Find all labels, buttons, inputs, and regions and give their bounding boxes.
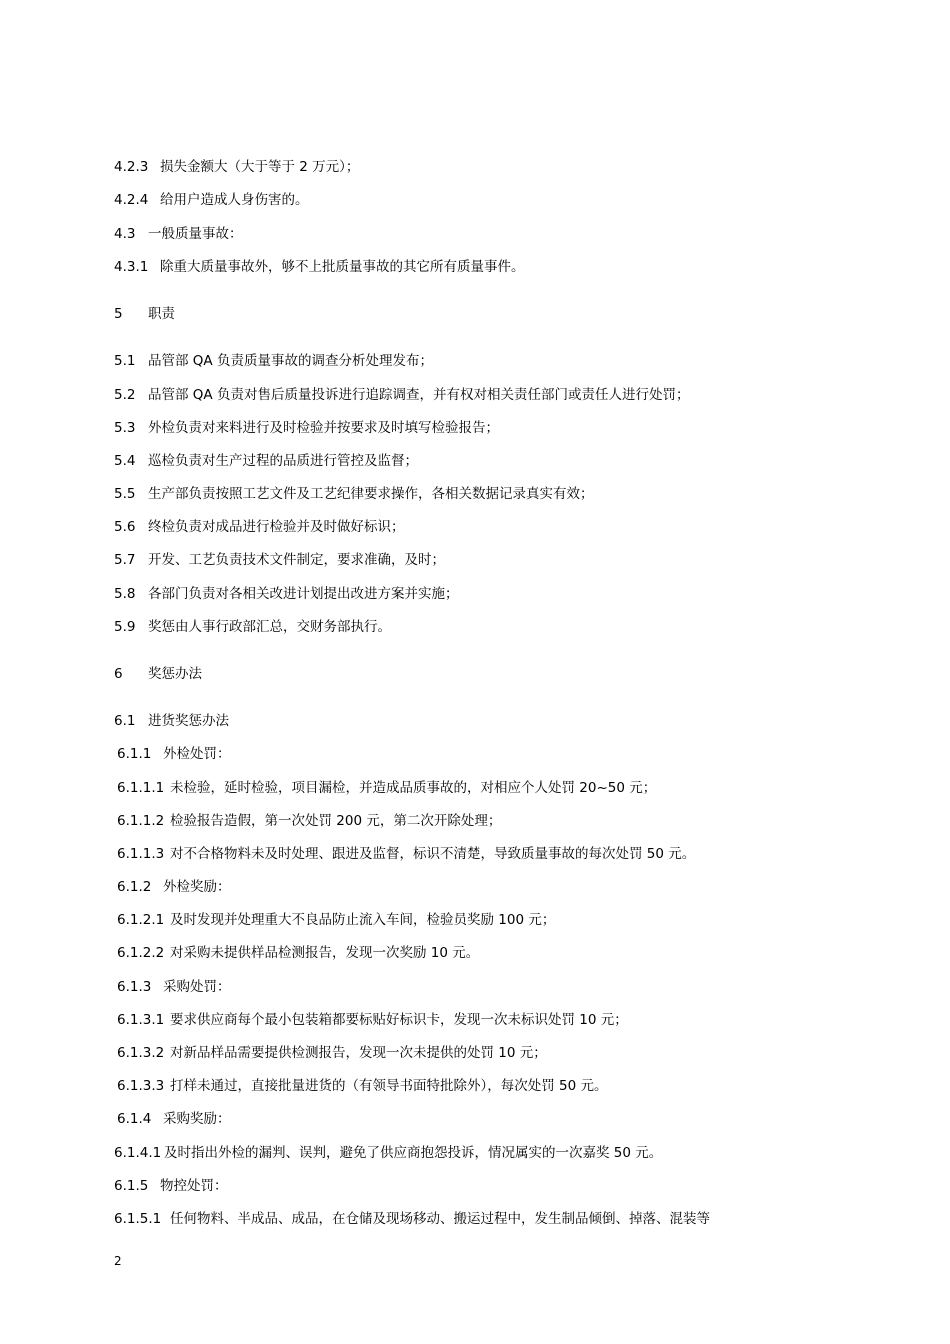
clause-text: 打样未通过，直接批量进货的（有领导书面特批除外），每次处罚 50 元。 bbox=[170, 1078, 608, 1094]
clause-number: 5.7 bbox=[114, 552, 136, 568]
clause-text: 品管部 QA 负责对售后质量投诉进行追踪调查，并有权对相关责任部门或责任人进行处罚； bbox=[148, 387, 690, 403]
clause-text: 及时发现并处理重大不良品防止流入车间，检验员奖励 100 元； bbox=[170, 912, 556, 928]
clause-number: 5.9 bbox=[114, 619, 136, 635]
clause-text: 对采购未提供样品检测报告，发现一次奖励 10 元。 bbox=[170, 945, 480, 961]
text-line bbox=[117, 944, 479, 962]
text-line bbox=[117, 978, 231, 996]
clause-number: 6.1.3.2 bbox=[117, 1045, 165, 1061]
text-line bbox=[117, 1044, 547, 1062]
clause-number: 4.2.4 bbox=[114, 192, 149, 208]
text-line bbox=[114, 158, 359, 176]
clause-number: 5.6 bbox=[114, 519, 136, 535]
section-heading bbox=[114, 305, 175, 323]
page-number: 2 bbox=[114, 1254, 122, 1268]
clause-text: 开发、工艺负责技术文件制定，要求准确，及时； bbox=[148, 552, 445, 568]
section-title: 奖惩办法 bbox=[148, 666, 202, 682]
clause-number: 4.3 bbox=[114, 226, 136, 242]
clause-number: 5.4 bbox=[114, 453, 136, 469]
clause-text: 一般质量事故： bbox=[148, 226, 243, 242]
text-line bbox=[114, 452, 418, 470]
text-line bbox=[114, 386, 689, 404]
clause-number: 5.8 bbox=[114, 586, 136, 602]
section-number: 5 bbox=[114, 306, 123, 322]
clause-text: 外检负责对来料进行及时检验并按要求及时填写检验报告； bbox=[148, 420, 499, 436]
text-line bbox=[117, 911, 555, 929]
section-heading bbox=[114, 665, 202, 683]
clause-number: 6.1.3.1 bbox=[117, 1012, 165, 1028]
clause-number: 4.2.3 bbox=[114, 159, 149, 175]
text-line bbox=[114, 1210, 710, 1228]
clause-text: 对不合格物料未及时处理、跟进及监督，标识不清楚，导致质量事故的每次处罚 50 元。 bbox=[170, 846, 696, 862]
text-line bbox=[114, 225, 243, 243]
clause-text: 未检验，延时检验，项目漏检，并造成品质事故的，对相应个人处罚 20~50 元； bbox=[170, 780, 657, 796]
clause-text: 品管部 QA 负责质量事故的调查分析处理发布； bbox=[148, 353, 433, 369]
clause-text: 检验报告造假，第一次处罚 200 元，第二次开除处理； bbox=[170, 813, 502, 829]
clause-number: 5.1 bbox=[114, 353, 136, 369]
clause-number: 6.1.3 bbox=[117, 979, 152, 995]
text-line bbox=[114, 712, 229, 730]
clause-number: 5.2 bbox=[114, 387, 136, 403]
text-line bbox=[114, 585, 459, 603]
text-line bbox=[114, 191, 309, 209]
text-line bbox=[114, 485, 594, 503]
text-line bbox=[117, 779, 656, 797]
text-line bbox=[117, 878, 231, 896]
text-line bbox=[114, 1177, 228, 1195]
clause-text: 对新品样品需要提供检测报告，发现一次未提供的处罚 10 元； bbox=[170, 1045, 547, 1061]
clause-text: 终检负责对成品进行检验并及时做好标识； bbox=[148, 519, 405, 535]
clause-number: 6.1.5.1 bbox=[114, 1211, 162, 1227]
clause-number: 6.1.1.1 bbox=[117, 780, 165, 796]
text-line bbox=[117, 812, 501, 830]
clause-text: 给用户造成人身伤害的。 bbox=[160, 192, 309, 208]
text-line bbox=[114, 419, 499, 437]
clause-number: 5.5 bbox=[114, 486, 136, 502]
text-line bbox=[117, 1011, 628, 1029]
clause-text: 采购处罚： bbox=[163, 979, 231, 995]
clause-text: 及时指出外检的漏判、误判，避免了供应商抱怨投诉，情况属实的一次嘉奖 50 元。 bbox=[164, 1145, 663, 1161]
text-line bbox=[117, 745, 231, 763]
clause-number: 6.1.1 bbox=[117, 746, 152, 762]
text-line bbox=[114, 1144, 662, 1162]
clause-text: 外检处罚： bbox=[163, 746, 231, 762]
clause-number: 6.1.5 bbox=[114, 1178, 149, 1194]
clause-text: 各部门负责对各相关改进计划提出改进方案并实施； bbox=[148, 586, 459, 602]
clause-text: 任何物料、半成品、成品，在仓储及现场移动、搬运过程中，发生制品倾倒、掉落、混装等 bbox=[170, 1211, 710, 1227]
clause-number: 6.1.2.2 bbox=[117, 945, 165, 961]
text-line bbox=[114, 618, 391, 636]
clause-text: 生产部负责按照工艺文件及工艺纪律要求操作，各相关数据记录真实有效； bbox=[148, 486, 594, 502]
clause-text: 除重大质量事故外，够不上批质量事故的其它所有质量事件。 bbox=[160, 259, 525, 275]
section-title: 职责 bbox=[148, 306, 175, 322]
clause-number: 6.1.4 bbox=[117, 1111, 152, 1127]
clause-number: 6.1.1.3 bbox=[117, 846, 165, 862]
text-line bbox=[114, 352, 433, 370]
text-line bbox=[117, 1110, 231, 1128]
clause-text: 外检奖励： bbox=[163, 879, 231, 895]
clause-number: 6.1.4.1 bbox=[114, 1145, 162, 1161]
clause-number: 4.3.1 bbox=[114, 259, 149, 275]
clause-text: 损失金额大（大于等于 2 万元）； bbox=[160, 159, 360, 175]
clause-text: 要求供应商每个最小包装箱都要标贴好标识卡，发现一次未标识处罚 10 元； bbox=[170, 1012, 628, 1028]
text-line bbox=[117, 1077, 608, 1095]
text-line bbox=[117, 845, 695, 863]
clause-text: 奖惩由人事行政部汇总，交财务部执行。 bbox=[148, 619, 391, 635]
clause-text: 物控处罚： bbox=[160, 1178, 228, 1194]
clause-number: 5.3 bbox=[114, 420, 136, 436]
clause-number: 6.1 bbox=[114, 713, 136, 729]
section-number: 6 bbox=[114, 666, 123, 682]
clause-text: 巡检负责对生产过程的品质进行管控及监督； bbox=[148, 453, 418, 469]
clause-number: 6.1.2.1 bbox=[117, 912, 165, 928]
text-line bbox=[114, 518, 405, 536]
clause-number: 6.1.3.3 bbox=[117, 1078, 165, 1094]
clause-text: 进货奖惩办法 bbox=[148, 713, 229, 729]
text-line bbox=[114, 258, 525, 276]
clause-number: 6.1.2 bbox=[117, 879, 152, 895]
clause-text: 采购奖励： bbox=[163, 1111, 231, 1127]
clause-number: 6.1.1.2 bbox=[117, 813, 165, 829]
text-line bbox=[114, 551, 445, 569]
